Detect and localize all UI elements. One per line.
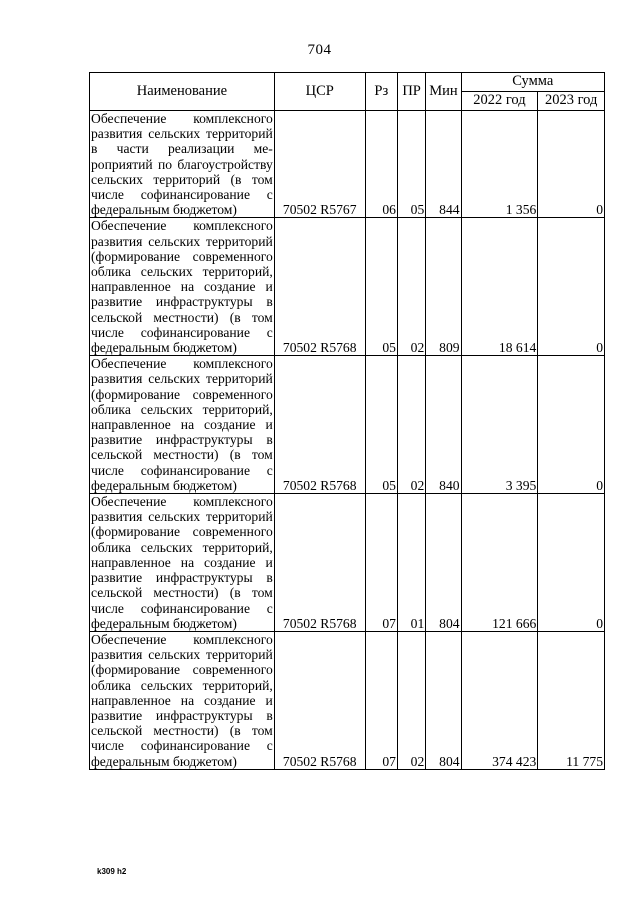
row-pr: 02 [397, 631, 425, 769]
row-csr: 70502 R5768 [274, 494, 365, 632]
header-rz: Рз [365, 73, 397, 111]
row-pr: 02 [397, 218, 425, 356]
row-rz: 07 [365, 631, 397, 769]
header-csr: ЦСР [274, 73, 365, 111]
table-row [90, 356, 605, 494]
row-rz: 07 [365, 494, 397, 632]
row-min: 844 [426, 111, 461, 218]
row-csr: 70502 R5767 [274, 111, 365, 218]
footer-code: k309 h2 [97, 867, 127, 876]
row-csr: 70502 R5768 [274, 218, 365, 356]
row-sum-2023: 0 [538, 218, 605, 356]
row-name: Обеспечение комплексного развития сельских территорий в части реализации мероприятий по благоустройству сельских территорий (в том числе софинансирование с федеральным бюджетом) [91, 111, 273, 218]
row-min: 804 [426, 631, 461, 769]
table-row [90, 218, 605, 356]
row-sum-2023: 0 [538, 494, 605, 632]
row-pr: 05 [397, 111, 425, 218]
row-csr: 70502 R5768 [274, 631, 365, 769]
row-name: Обеспечение комплексного развития сельских территорий (формирование современного облика сельских территорий, направленное на создание и развитие инфраструктуры в сельской местности) (в том числе софинансирование с федеральным бюджетом) [91, 631, 273, 769]
row-rz: 05 [365, 218, 397, 356]
header-sum: Сумма [461, 73, 604, 92]
row-rz: 05 [365, 356, 397, 494]
row-sum-2023: 0 [538, 356, 605, 494]
table-row [90, 111, 605, 218]
row-min: 840 [426, 356, 461, 494]
table-row [90, 631, 605, 769]
row-pr: 02 [397, 356, 425, 494]
row-min: 809 [426, 218, 461, 356]
header-year-2023: 2023 год [538, 92, 605, 111]
row-sum-2022: 121 666 [461, 494, 538, 632]
header-name: Наименование [90, 73, 275, 111]
row-name: Обеспечение комплексного развития сельских территорий (формирование современного облика сельских территорий, направленное на создание и развитие инфраструктуры в сельской местности) (в том числе софинансирование с федеральным бюджетом) [91, 356, 273, 493]
header-pr: ПР [397, 73, 425, 111]
table-row [90, 494, 605, 632]
row-sum-2022: 1 356 [461, 111, 538, 218]
header-year-2022: 2022 год [461, 92, 538, 111]
row-pr: 01 [397, 494, 425, 632]
row-sum-2023: 11 775 [538, 631, 605, 769]
row-sum-2022: 374 423 [461, 631, 538, 769]
row-name: Обеспечение комплексного развития сельских территорий (формирование современного облика сельских территорий, направленное на создание и развитие инфраструктуры в сельской местности) (в том числе софинансирование с федеральным бюджетом) [91, 494, 273, 631]
table-header-row [90, 73, 605, 92]
page-number: 704 [307, 42, 332, 58]
row-rz: 06 [365, 111, 397, 218]
row-min: 804 [426, 494, 461, 632]
row-sum-2022: 3 395 [461, 356, 538, 494]
row-sum-2023: 0 [538, 111, 605, 218]
row-sum-2022: 18 614 [461, 218, 538, 356]
header-min: Мин [426, 73, 461, 111]
budget-table [89, 72, 605, 770]
row-csr: 70502 R5768 [274, 356, 365, 494]
row-name: Обеспечение комплексного развития сельских территорий (формирование современного облика сельских территорий, направленное на создание и развитие инфраструктуры в сельской местности) (в том числе софинансирование с федеральным бюджетом) [91, 218, 273, 356]
